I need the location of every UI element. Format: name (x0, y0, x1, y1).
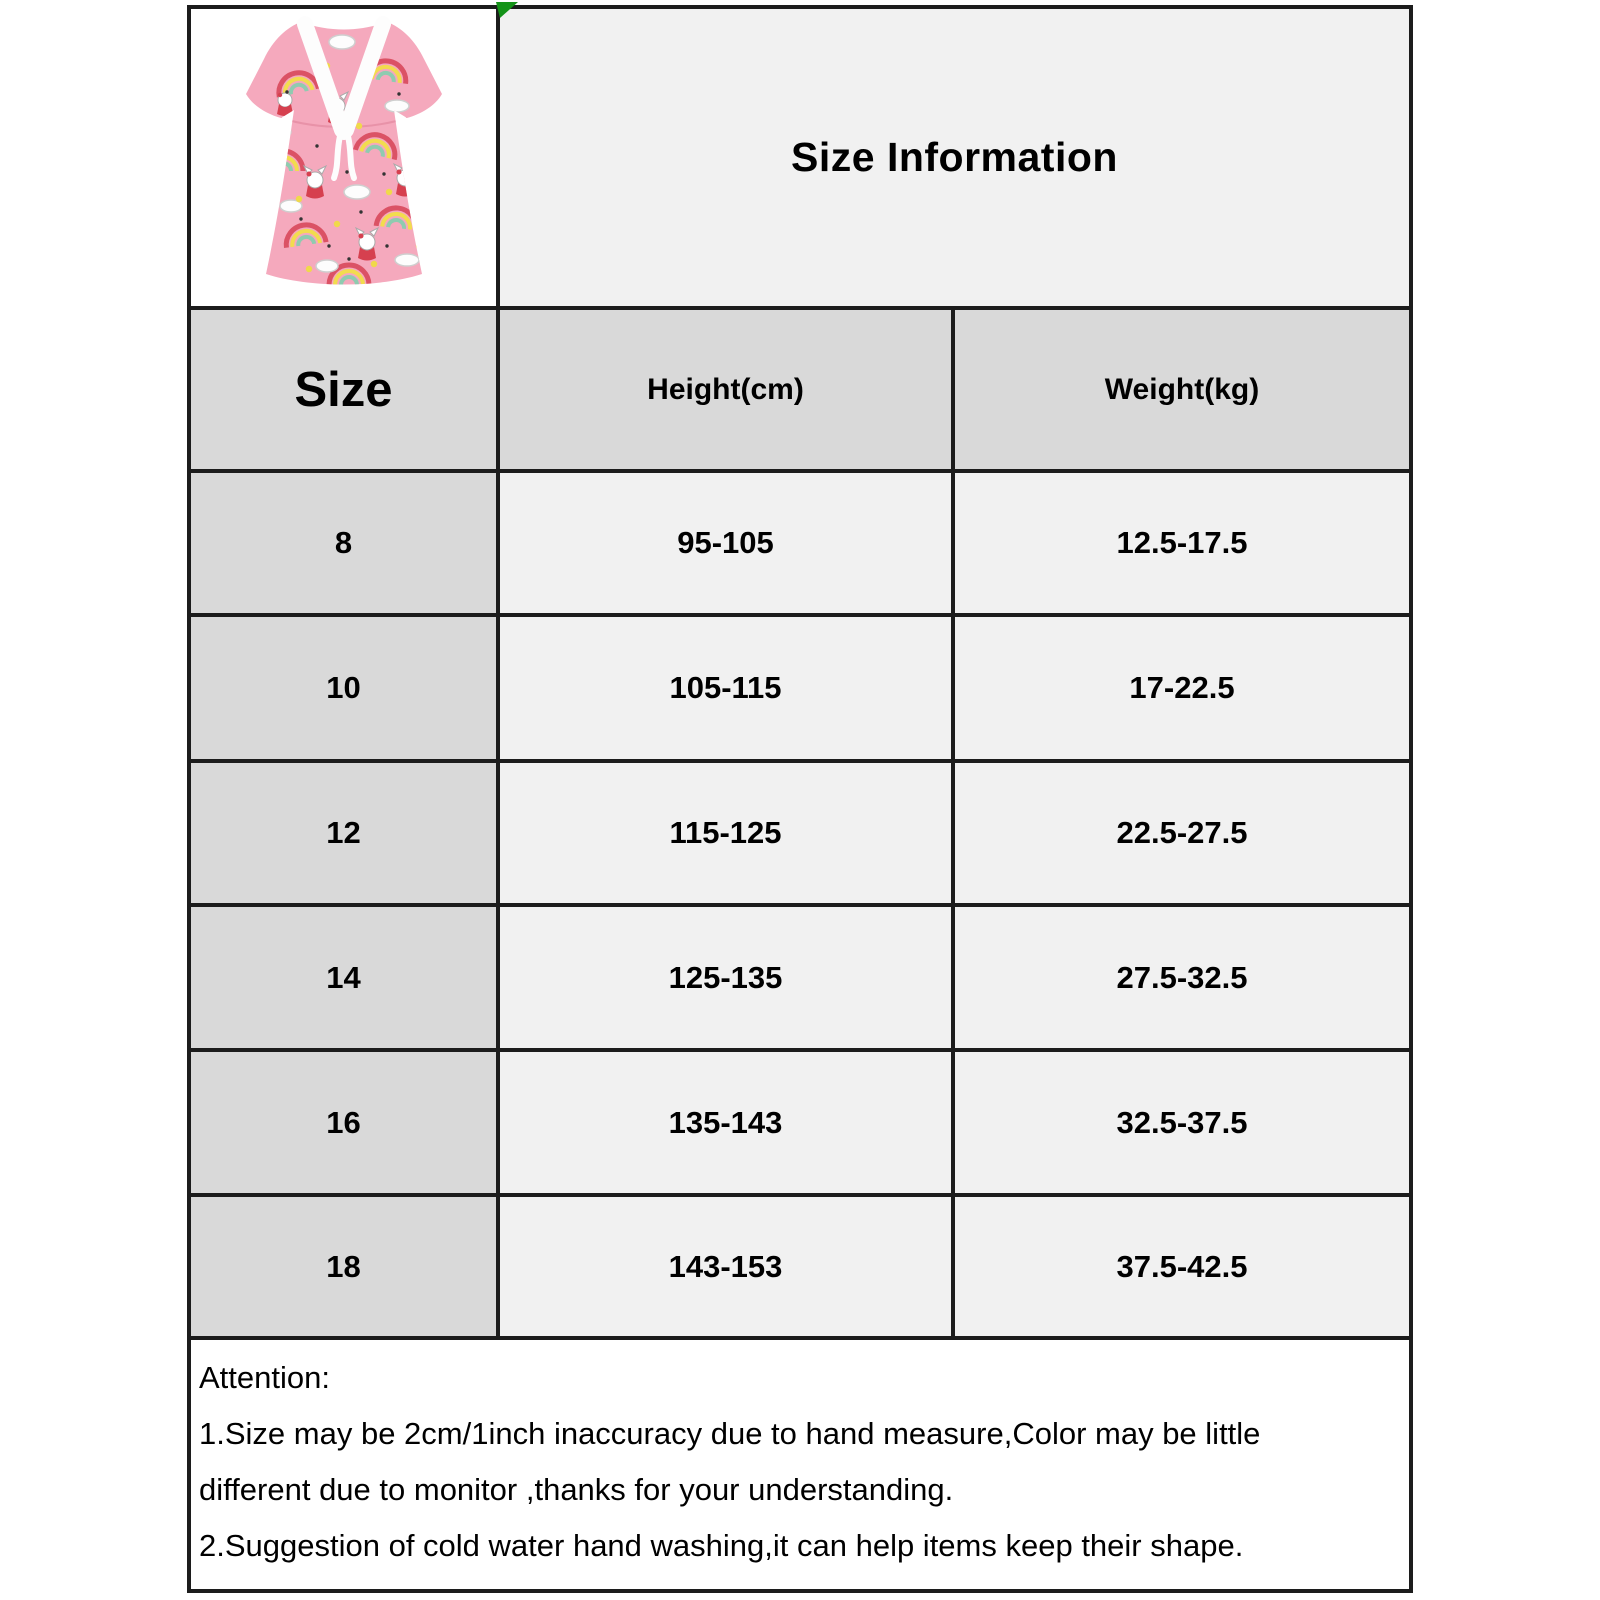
height-value: 95-105 (500, 473, 955, 617)
weight-value: 22.5-27.5 (955, 763, 1409, 907)
weight-value: 17-22.5 (955, 617, 1409, 763)
nightgown-illustration (239, 14, 449, 302)
weight-value: 27.5-32.5 (955, 907, 1409, 1052)
product-image-cell (191, 9, 500, 310)
height-value: 135-143 (500, 1052, 955, 1197)
weight-value: 12.5-17.5 (955, 473, 1409, 617)
column-header-weight: Weight(kg) (955, 310, 1409, 473)
page-title: Size Information (500, 9, 1409, 310)
height-value: 105-115 (500, 617, 955, 763)
column-header-size: Size (191, 310, 500, 473)
size-value: 12 (191, 763, 500, 907)
attention-heading: Attention: (199, 1360, 330, 1395)
height-value: 125-135 (500, 907, 955, 1052)
size-value: 10 (191, 617, 500, 763)
weight-value: 32.5-37.5 (955, 1052, 1409, 1197)
attention-line: 2.Suggestion of cold water hand washing,it can help items keep their shape. (199, 1528, 1244, 1563)
size-information-table (187, 5, 1413, 1593)
weight-value: 37.5-42.5 (955, 1197, 1409, 1340)
height-value: 143-153 (500, 1197, 955, 1340)
size-value: 8 (191, 473, 500, 617)
attention-notes (191, 1340, 1409, 1589)
attention-line: different due to monitor ,thanks for your understanding. (199, 1472, 954, 1507)
size-value: 16 (191, 1052, 500, 1197)
product-image (191, 9, 496, 306)
height-value: 115-125 (500, 763, 955, 907)
column-header-height: Height(cm) (500, 310, 955, 473)
attention-line: 1.Size may be 2cm/1inch inaccuracy due to hand measure,Color may be little (199, 1416, 1261, 1451)
size-value: 14 (191, 907, 500, 1052)
size-value: 18 (191, 1197, 500, 1340)
